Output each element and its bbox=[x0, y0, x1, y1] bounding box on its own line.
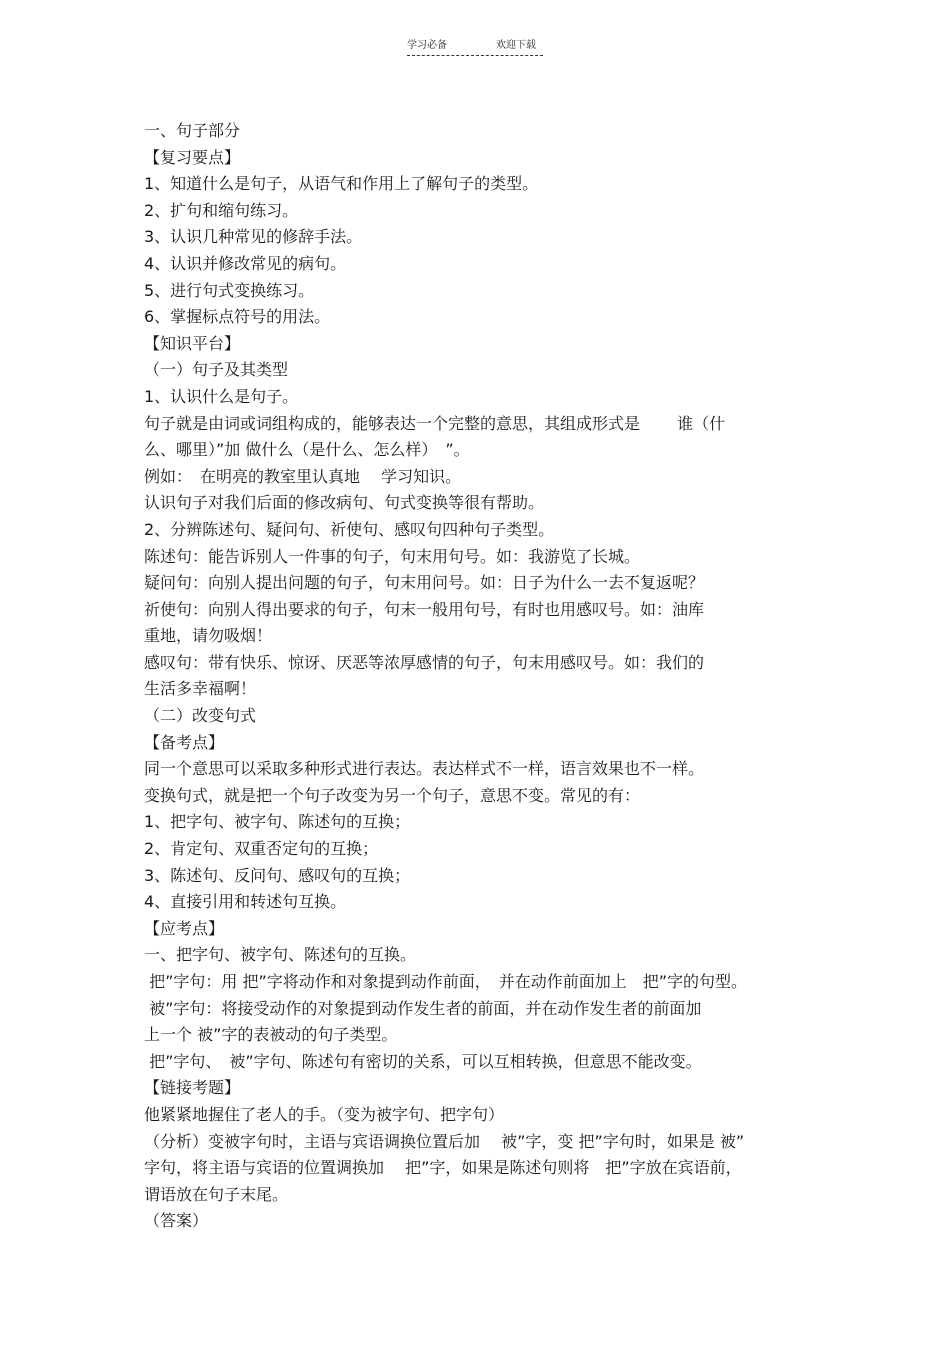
paragraph-line: 被”字句：将接受动作的对象提到动作发生者的前面，并在动作发生者的前面加 bbox=[144, 998, 702, 1018]
review-point-4: 4、认识并修改常见的病句。 bbox=[144, 253, 347, 273]
paragraph-line: 感叹句：带有快乐、惊讶、厌恶等浓厚感情的句子，句末用感叹号。如：我们的 bbox=[144, 652, 705, 672]
section-title: 一、句子部分 bbox=[144, 121, 241, 140]
knowledge-platform-heading: 【知识平台】 bbox=[144, 333, 241, 353]
document-body bbox=[144, 118, 814, 1235]
subsection-change-sentence: （二）改变句式 bbox=[144, 706, 257, 726]
paragraph-line: （分析）变被字句时，主语与宾语调换位置后加 被”字，变 把”字句时，如果是 被” bbox=[144, 1131, 745, 1151]
answer-label: （答案） bbox=[144, 1211, 209, 1231]
review-point-2: 2、扩句和缩句练习。 bbox=[144, 200, 299, 220]
paragraph-line: 例如： 在明亮的教室里认真地 学习知识。 bbox=[144, 466, 462, 486]
page-header bbox=[407, 40, 543, 60]
paragraph-line: 字句，将主语与宾语的位置调换加 把”字，如果是陈述句则将 把”字放在宾语前， bbox=[144, 1158, 742, 1178]
paragraph-line: 把”字句：用 把”字将动作和对象提到动作前面， 并在动作前面加上 把”字的句型。 bbox=[144, 972, 748, 991]
paragraph-line: 么、哪里）”加 做什么（是什么、怎么样） ”。 bbox=[144, 440, 470, 460]
review-point-6: 6、掌握标点符号的用法。 bbox=[144, 307, 331, 327]
list-item: 2、肯定句、双重否定句的互换； bbox=[144, 839, 379, 859]
header-left-text: 学习必备 bbox=[407, 40, 447, 51]
subsection-sentence-types: （一）句子及其类型 bbox=[144, 360, 289, 380]
review-point-3: 3、认识几种常见的修辞手法。 bbox=[144, 227, 363, 247]
paragraph-line: 疑问句：向别人提出问题的句子，句末用问号。如：日子为什么一去不复返呢？ bbox=[144, 573, 705, 593]
exam-prep-heading: 【备考点】 bbox=[144, 732, 225, 752]
paragraph-line: 他紧紧地握住了老人的手。（变为被字句、把字句） bbox=[144, 1104, 505, 1124]
paragraph-line: 一、把字句、被字句、陈述句的互换。 bbox=[144, 945, 417, 965]
paragraph-line: 谓语放在句子末尾。 bbox=[144, 1184, 289, 1204]
paragraph-line: 变换句式，就是把一个句子改变为另一个句子，意思不变。常见的有： bbox=[144, 785, 641, 805]
exam-points-heading: 【应考点】 bbox=[144, 918, 225, 938]
paragraph-line: 同一个意思可以采取多种形式进行表达。表达样式不一样，语言效果也不一样。 bbox=[144, 759, 705, 779]
list-item: 3、陈述句、反问句、感叹句的互换； bbox=[144, 865, 411, 885]
paragraph-line: 祈使句：向别人得出要求的句子，句末一般用句号，有时也用感叹号。如：油库 bbox=[144, 599, 705, 619]
paragraph-line: 生活多幸福啊！ bbox=[144, 679, 257, 699]
paragraph-line: 陈述句：能告诉别人一件事的句子，句末用句号。如：我游览了长城。 bbox=[144, 546, 641, 566]
paragraph-line: 把”字句、 被”字句、陈述句有密切的关系，可以互相转换，但意思不能改变。 bbox=[144, 1051, 702, 1071]
paragraph-line: 重地，请勿吸烟！ bbox=[144, 626, 273, 646]
header-right-text: 欢迎下载 bbox=[496, 40, 536, 51]
review-points-heading: 【复习要点】 bbox=[144, 147, 241, 167]
paragraph-line: 1、认识什么是句子。 bbox=[144, 386, 299, 406]
paragraph-line: 认识句子对我们后面的修改病句、句式变换等很有帮助。 bbox=[144, 493, 545, 513]
list-item: 4、直接引用和转述句互换。 bbox=[144, 892, 347, 912]
review-point-5: 5、进行句式变换练习。 bbox=[144, 280, 315, 300]
review-point-1: 1、知道什么是句子，从语气和作用上了解句子的类型。 bbox=[144, 174, 539, 194]
paragraph-line: 2、分辨陈述句、疑问句、祈使句、感叹句四种句子类型。 bbox=[144, 519, 555, 539]
paragraph-line: 上一个 被”字的表被动的句子类型。 bbox=[144, 1025, 398, 1045]
paragraph-line: 句子就是由词或词组构成的，能够表达一个完整的意思，其组成形式是 谁（什 bbox=[144, 413, 726, 433]
header-dashed-rule bbox=[407, 55, 543, 56]
linked-questions-heading: 【链接考题】 bbox=[144, 1078, 241, 1098]
list-item: 1、把字句、被字句、陈述句的互换； bbox=[144, 812, 411, 832]
